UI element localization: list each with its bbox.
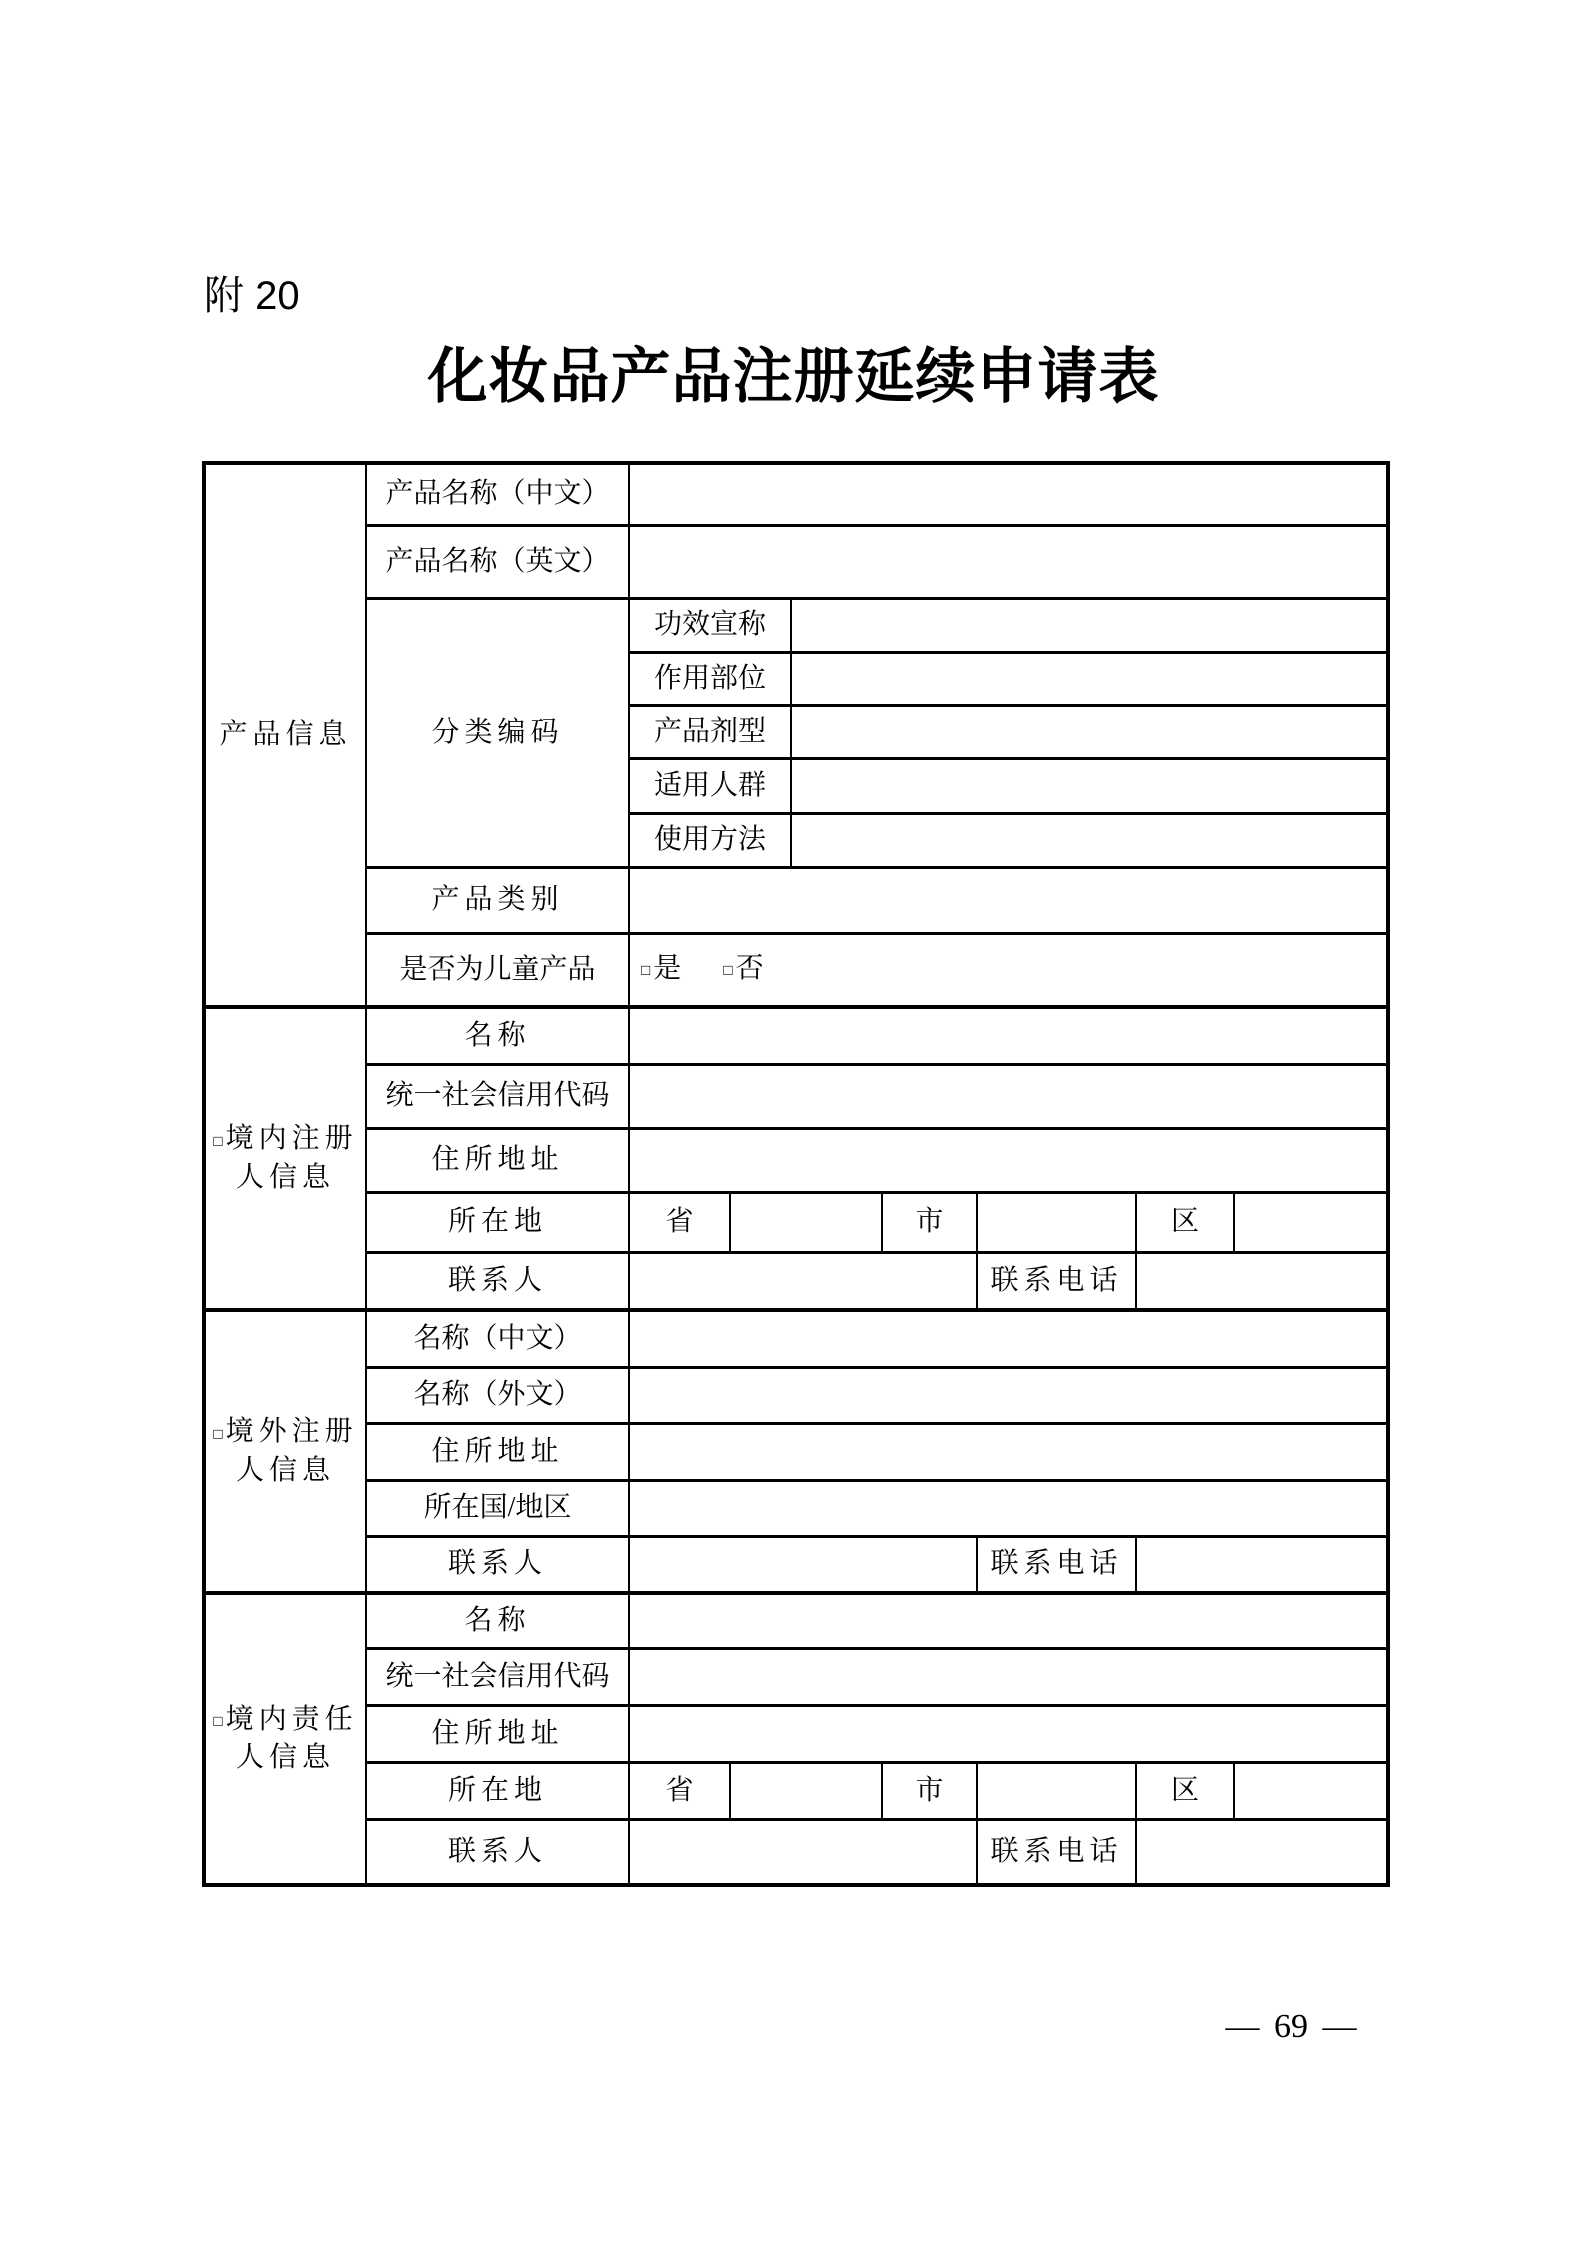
value-cell-dp-name <box>629 1593 1388 1648</box>
field-label-or-country: 所在国/地区 <box>366 1480 629 1536</box>
dp-district-value <box>1234 1762 1388 1819</box>
checkbox-icon: □ <box>213 1425 223 1443</box>
field-label-dp-name: 名称 <box>366 1593 629 1648</box>
field-label-dr-name: 名称 <box>366 1007 629 1064</box>
value-cell-or-address <box>629 1423 1388 1480</box>
field-label-classification-code: 分类编码 <box>366 598 629 867</box>
value-cell-dr-contact <box>629 1252 977 1310</box>
value-cell-product-name-en <box>629 525 1388 598</box>
value-cell-children-product <box>629 933 1388 1007</box>
dp-province-label: 省 <box>629 1762 730 1819</box>
dp-district-label: 区 <box>1136 1762 1234 1819</box>
section-label-domestic-registrant: □ 境内注册人信息 <box>204 1007 366 1310</box>
field-label-or-name-cn: 名称（中文） <box>366 1310 629 1367</box>
field-label-children-product: 是否为儿童产品 <box>366 933 629 1007</box>
field-label-dr-phone: 联系电话 <box>977 1252 1136 1310</box>
value-cell-or-name-cn <box>629 1310 1388 1367</box>
value-cell-dosage-form <box>791 705 1388 758</box>
section-label-overseas-registrant: □ 境外注册人信息 <box>204 1310 366 1593</box>
dp-province-value <box>730 1762 882 1819</box>
value-cell-product-name-cn <box>629 463 1388 525</box>
dr-district-label: 区 <box>1136 1192 1234 1252</box>
value-cell-product-category <box>629 867 1388 933</box>
field-label-product-name-en: 产品名称（英文） <box>366 525 629 598</box>
value-cell-or-contact <box>629 1536 977 1593</box>
sub-label-application-site: 作用部位 <box>629 652 791 705</box>
value-cell-dp-contact <box>629 1819 977 1885</box>
value-cell-dp-phone <box>1136 1819 1388 1885</box>
children-product-option-yes: □ 是 <box>641 952 682 984</box>
field-label-or-contact: 联系人 <box>366 1536 629 1593</box>
value-cell-efficacy-claim <box>791 598 1388 652</box>
field-label-dp-contact: 联系人 <box>366 1819 629 1885</box>
field-label-or-name-foreign: 名称（外文） <box>366 1367 629 1423</box>
value-cell-dr-phone <box>1136 1252 1388 1310</box>
dr-city-label: 市 <box>882 1192 977 1252</box>
checkbox-icon: □ <box>213 1713 223 1731</box>
dr-province-value <box>730 1192 882 1252</box>
sub-label-target-population: 适用人群 <box>629 758 791 813</box>
field-label-dp-location: 所在地 <box>366 1762 629 1819</box>
checkbox-icon: □ <box>641 961 651 979</box>
checkbox-icon: □ <box>723 961 733 979</box>
value-cell-dp-uscc <box>629 1648 1388 1705</box>
field-label-dr-contact: 联系人 <box>366 1252 629 1310</box>
field-label-or-phone: 联系电话 <box>977 1536 1136 1593</box>
field-label-dp-uscc: 统一社会信用代码 <box>366 1648 629 1705</box>
value-cell-or-phone <box>1136 1536 1388 1593</box>
value-cell-or-name-foreign <box>629 1367 1388 1423</box>
dr-district-value <box>1234 1192 1388 1252</box>
value-cell-dr-uscc <box>629 1064 1388 1128</box>
checkbox-icon: □ <box>213 1132 223 1150</box>
value-cell-dr-name <box>629 1007 1388 1064</box>
sub-label-efficacy-claim: 功效宣称 <box>629 598 791 652</box>
dp-city-value <box>977 1762 1136 1819</box>
dr-province-label: 省 <box>629 1192 730 1252</box>
value-cell-dp-address <box>629 1705 1388 1762</box>
value-cell-application-site <box>791 652 1388 705</box>
field-label-product-name-cn: 产品名称（中文） <box>366 463 629 525</box>
field-label-or-address: 住所地址 <box>366 1423 629 1480</box>
form-title: 化妆品产品注册延续申请表 <box>427 344 1160 410</box>
page-number: — 69 — <box>1225 2008 1357 2045</box>
section-label-product-info: 产品信息 <box>204 463 366 1007</box>
field-label-dr-location: 所在地 <box>366 1192 629 1252</box>
field-label-dp-phone: 联系电话 <box>977 1819 1136 1885</box>
sub-label-usage-method: 使用方法 <box>629 813 791 867</box>
value-cell-usage-method <box>791 813 1388 867</box>
application-form-table <box>202 461 1390 1887</box>
field-label-dp-address: 住所地址 <box>366 1705 629 1762</box>
value-cell-target-population <box>791 758 1388 813</box>
section-label-domestic-responsible: □ 境内责任人信息 <box>204 1593 366 1885</box>
children-product-option-no: □ 否 <box>723 952 764 984</box>
dp-city-label: 市 <box>882 1762 977 1819</box>
field-label-product-category: 产品类别 <box>366 867 629 933</box>
field-label-dr-uscc: 统一社会信用代码 <box>366 1064 629 1128</box>
attachment-number: 附 20 <box>204 274 300 318</box>
value-cell-or-country <box>629 1480 1388 1536</box>
dr-city-value <box>977 1192 1136 1252</box>
value-cell-dr-address <box>629 1128 1388 1192</box>
field-label-dr-address: 住所地址 <box>366 1128 629 1192</box>
sub-label-dosage-form: 产品剂型 <box>629 705 791 758</box>
